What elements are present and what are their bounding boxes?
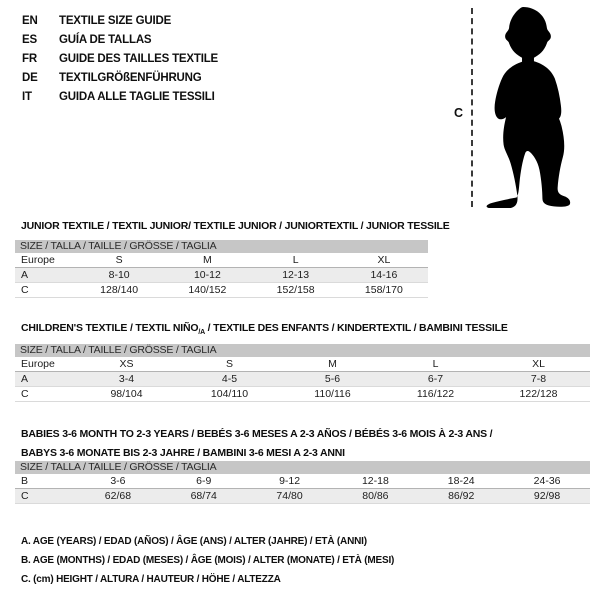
- size-value: M: [163, 253, 251, 268]
- row-label: Europe: [15, 357, 75, 372]
- junior-size-table: [15, 240, 428, 298]
- size-value: 158/170: [340, 283, 428, 298]
- table-row: [15, 357, 590, 372]
- table-row: [15, 283, 428, 298]
- language-title: GUIDA ALLE TAGLIE TESSILI: [59, 91, 215, 103]
- size-value: 128/140: [75, 283, 163, 298]
- size-header-bar: SIZE / TALLA / TAILLE / GRÖSSE / TAGLIA: [15, 240, 428, 253]
- table-row: [15, 253, 428, 268]
- row-label: C: [15, 387, 75, 402]
- size-value: 116/122: [384, 387, 487, 402]
- language-code: EN: [22, 15, 38, 27]
- size-value: L: [384, 357, 487, 372]
- section-heading-junior: JUNIOR TEXTILE / TEXTIL JUNIOR/ TEXTILE JUNIOR / JUNIORTEXTIL / JUNIOR TESSILE: [21, 220, 450, 232]
- size-value: 110/116: [281, 387, 384, 402]
- legend-line-c: C. (cm) HEIGHT / ALTURA / HAUTEUR / HÖHE / ALTEZZA: [21, 574, 281, 585]
- size-value: 6-7: [384, 372, 487, 387]
- section-heading-babies: [21, 425, 492, 463]
- size-value: 98/104: [75, 387, 178, 402]
- size-value: 6-9: [161, 474, 247, 489]
- row-label: C: [15, 489, 75, 504]
- table-row: [15, 387, 590, 402]
- legend-footer: [21, 532, 394, 589]
- size-value: XS: [75, 357, 178, 372]
- language-row-fr: [22, 50, 218, 69]
- section-heading-children: [21, 322, 508, 336]
- heading-text: CHILDREN'S TEXTILE / TEXTIL NIÑO: [21, 322, 199, 334]
- heading-subscript: /A: [198, 329, 205, 337]
- language-title-list: [22, 12, 218, 107]
- row-label: Europe: [15, 253, 75, 268]
- size-value: 86/92: [418, 489, 504, 504]
- size-value: 74/80: [247, 489, 333, 504]
- language-title: TEXTILGRÖßENFÜHRUNG: [59, 72, 202, 84]
- toddler-silhouette-icon: [479, 4, 574, 208]
- size-value: 68/74: [161, 489, 247, 504]
- size-value: 80/86: [332, 489, 418, 504]
- size-value: 18-24: [418, 474, 504, 489]
- height-measure-label: C: [454, 106, 464, 120]
- size-header-row: [15, 461, 590, 474]
- table-row: [15, 489, 590, 504]
- language-title: GUIDE DES TAILLES TEXTILE: [59, 53, 218, 65]
- heading-line-1: BABIES 3-6 MONTH TO 2-3 YEARS / BEBÉS 3-6 MESES A 2-3 AÑOS / BÉBÉS 3-6 MOIS À 2-3 ANS /: [21, 428, 493, 440]
- size-header-bar: SIZE / TALLA / TAILLE / GRÖSSE / TAGLIA: [15, 344, 590, 357]
- size-value: 24-36: [504, 474, 590, 489]
- table-row: [15, 372, 590, 387]
- language-row-en: [22, 12, 218, 31]
- language-row-es: [22, 31, 218, 50]
- size-value: XL: [340, 253, 428, 268]
- language-row-it: [22, 88, 218, 107]
- heading-line-2: BABYS 3-6 MONATE BIS 2-3 JAHRE / BAMBINI 3-6 MESI A 2-3 ANNI: [21, 447, 345, 459]
- size-value: 12-13: [252, 268, 340, 283]
- size-value: XL: [487, 357, 590, 372]
- size-value: L: [252, 253, 340, 268]
- heading-text: / TEXTILE DES ENFANTS / KINDERTEXTIL / BAMBINI TESSILE: [204, 322, 508, 334]
- size-value: 62/68: [75, 489, 161, 504]
- language-code: DE: [22, 72, 38, 84]
- row-label: A: [15, 268, 75, 283]
- language-title: GUÍA DE TALLAS: [59, 34, 152, 46]
- legend-line-a: A. AGE (YEARS) / EDAD (AÑOS) / ÂGE (ANS) / ALTER (JAHRE) / ETÀ (ANNI): [21, 536, 367, 547]
- size-value: 92/98: [504, 489, 590, 504]
- size-value: 4-5: [178, 372, 281, 387]
- size-value: 5-6: [281, 372, 384, 387]
- size-value: 104/110: [178, 387, 281, 402]
- language-code: ES: [22, 34, 37, 46]
- table-row: [15, 268, 428, 283]
- language-code: IT: [22, 91, 32, 103]
- babies-size-table: [15, 461, 590, 504]
- size-value: 7-8: [487, 372, 590, 387]
- language-code: FR: [22, 53, 37, 65]
- size-value: 14-16: [340, 268, 428, 283]
- size-value: 10-12: [163, 268, 251, 283]
- children-size-table: [15, 344, 590, 402]
- size-value: 122/128: [487, 387, 590, 402]
- table-row: [15, 474, 590, 489]
- size-value: S: [178, 357, 281, 372]
- language-row-de: [22, 69, 218, 88]
- size-header-row: [15, 344, 590, 357]
- size-value: 12-18: [332, 474, 418, 489]
- size-value: M: [281, 357, 384, 372]
- size-header-row: [15, 240, 428, 253]
- size-header-bar: SIZE / TALLA / TAILLE / GRÖSSE / TAGLIA: [15, 461, 590, 474]
- size-value: 8-10: [75, 268, 163, 283]
- row-label: C: [15, 283, 75, 298]
- size-value: 3-6: [75, 474, 161, 489]
- legend-line-b: B. AGE (MONTHS) / EDAD (MESES) / ÂGE (MOIS) / ALTER (MONATE) / ETÀ (MESI): [21, 555, 395, 566]
- row-label: A: [15, 372, 75, 387]
- size-value: S: [75, 253, 163, 268]
- size-value: 152/158: [252, 283, 340, 298]
- row-label: B: [15, 474, 75, 489]
- size-value: 140/152: [163, 283, 251, 298]
- height-measure-dashed-line: [471, 8, 473, 207]
- size-value: 9-12: [247, 474, 333, 489]
- size-value: 3-4: [75, 372, 178, 387]
- language-title: TEXTILE SIZE GUIDE: [59, 15, 172, 27]
